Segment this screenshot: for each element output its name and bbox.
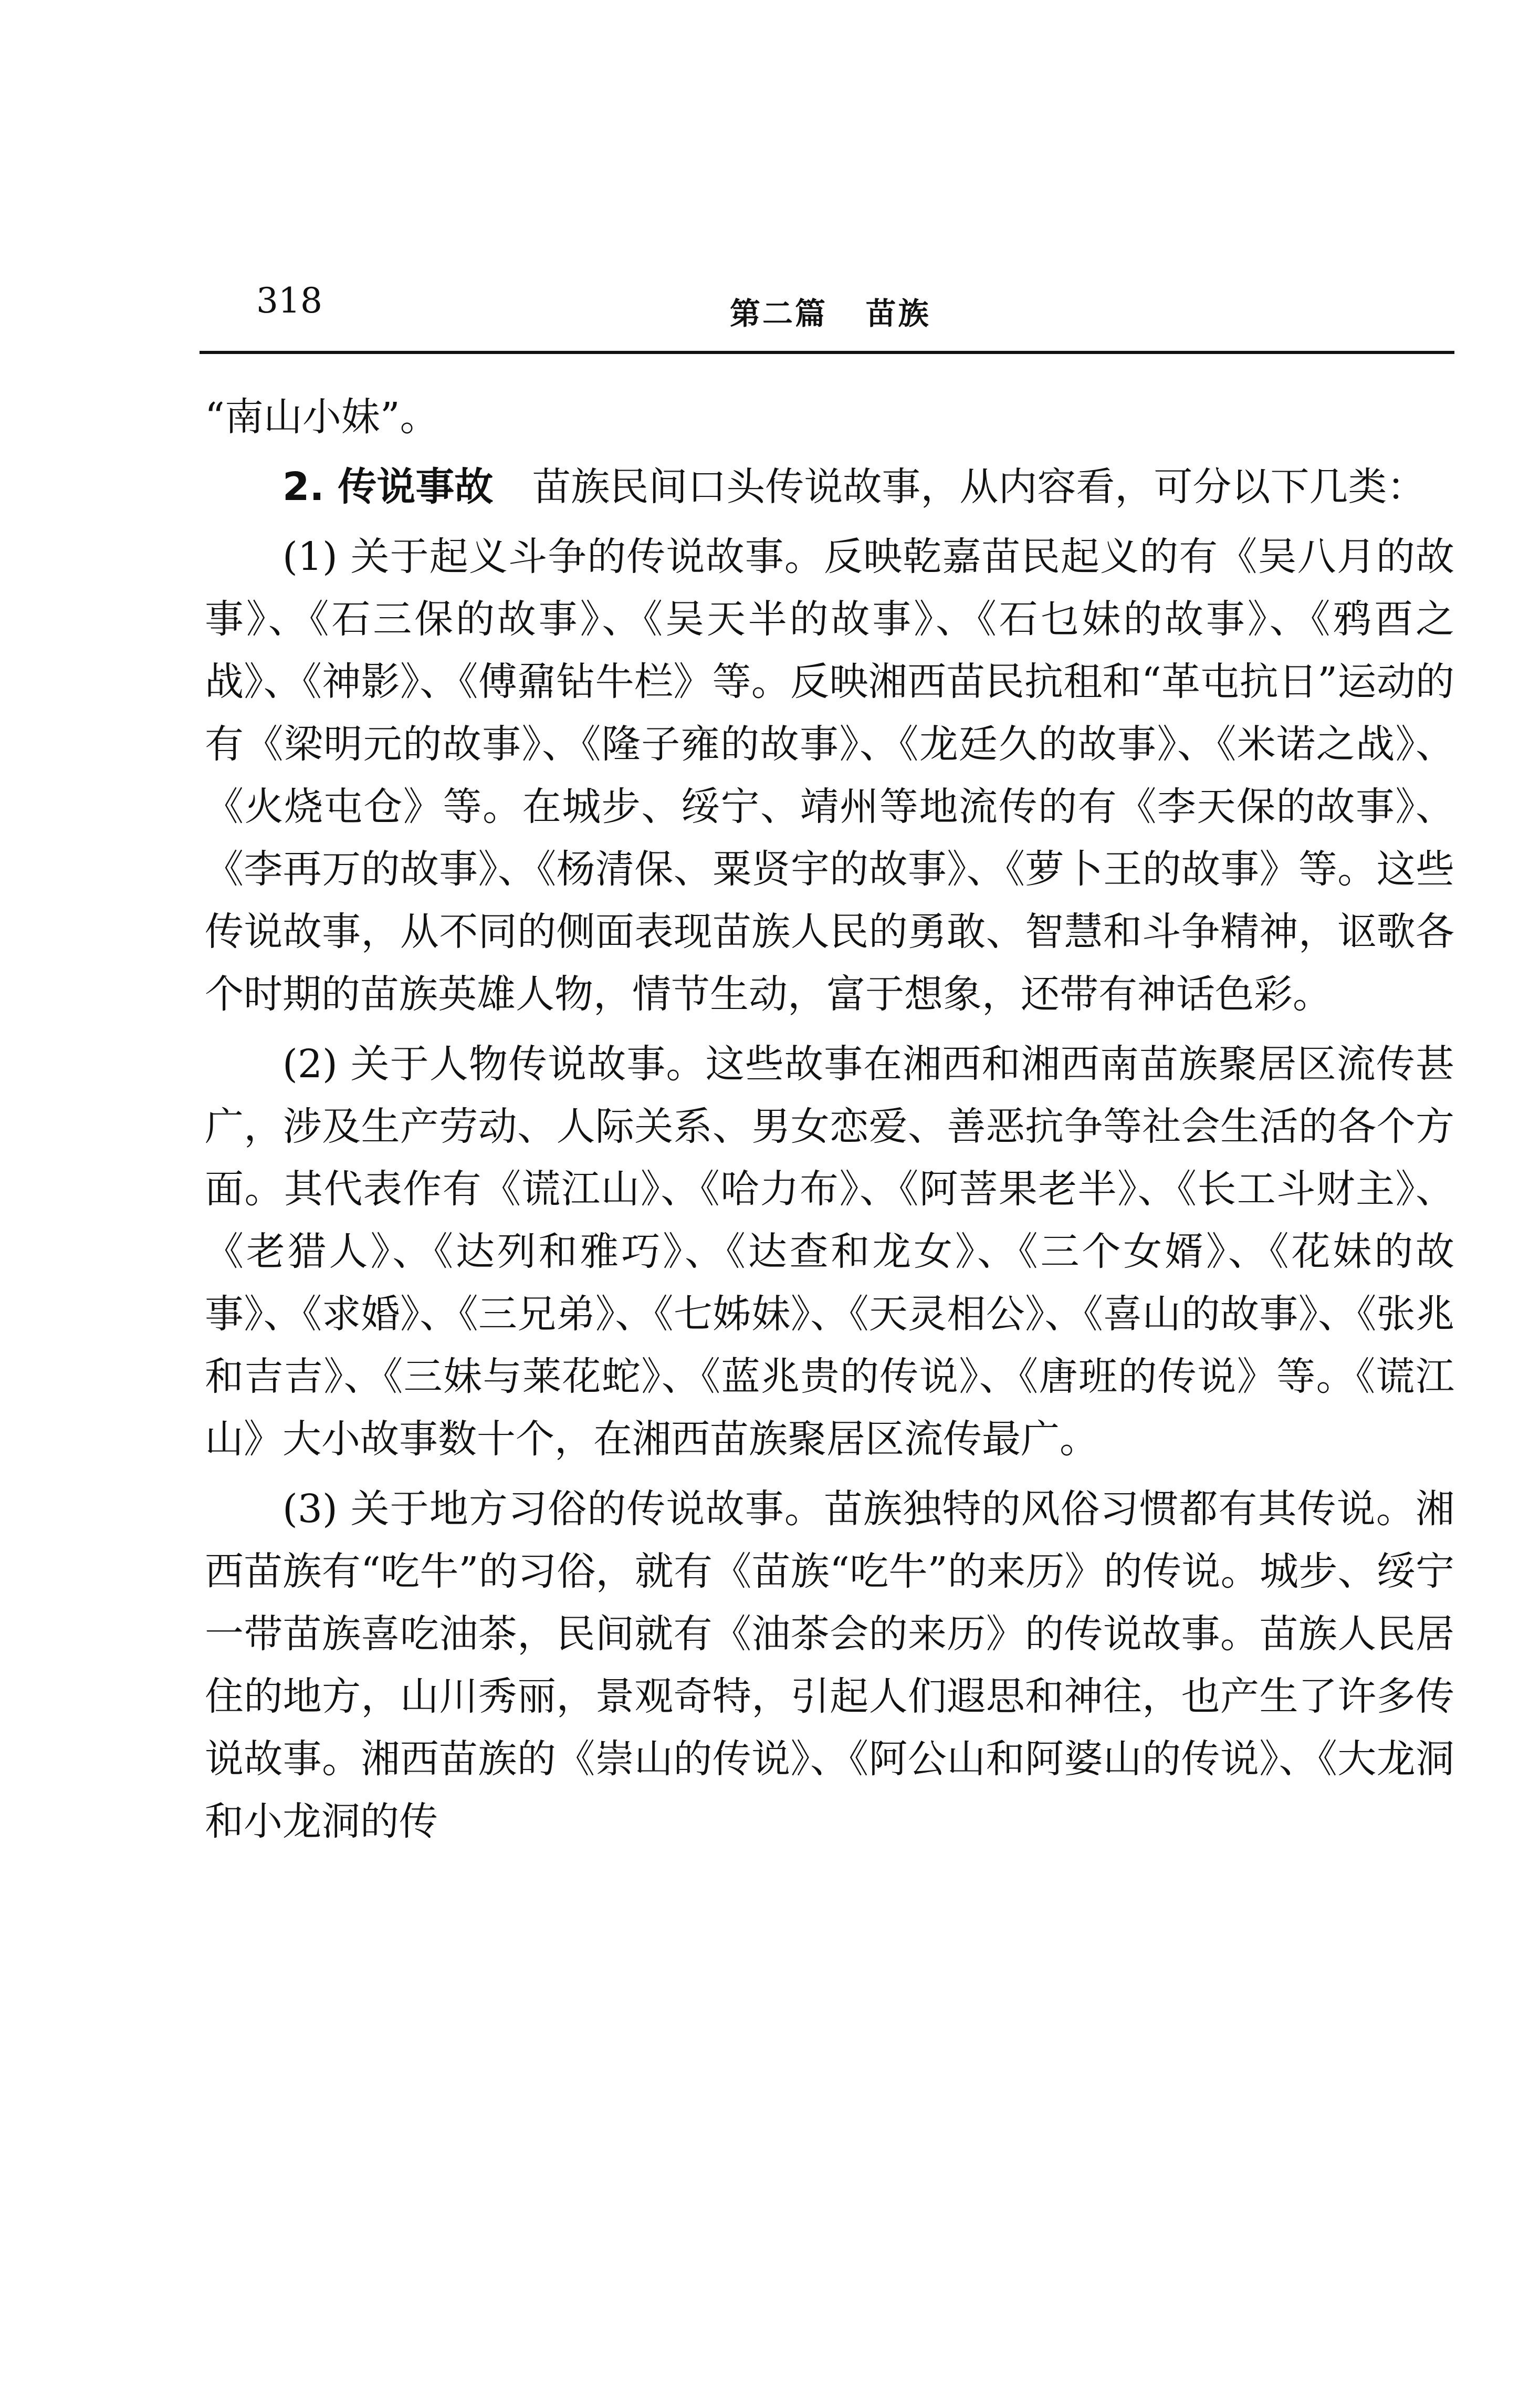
paragraph-section-2 <box>205 456 1454 518</box>
section-intro: 苗族民间口头传说故事，从内容看，可分以下几类： <box>532 464 1426 509</box>
paragraph-character-stories: (2) 关于人物传说故事。这些故事在湘西和湘西南苗族聚居区流传甚广，涉及生产劳动、人际关系、男女恋爱、善恶抗争等社会生活的各个方面。其代表作有《谎江山》、《哈力布》、《阿菩果老半》、《长工斗财主》、《老猎人》、《达列和雅巧》、《达查和龙女》、《三个女婿》、《花妹的故事》、《求婚》、《三兄弟》、《七姊妹》、《天灵相公》、《喜山的故事》、《张兆和吉吉》、《三妹与莱花蛇》、《蓝兆贵的传说》、《唐班的传说》等。《谎江山》大小故事数十个，在湘西苗族聚居区流传最广。 <box>205 1042 1454 1462</box>
section-heading: 2. 传说事故 <box>282 464 494 509</box>
body-text <box>205 386 1454 1860</box>
header-rule <box>200 351 1454 354</box>
paragraph-uprising-stories: (1) 关于起义斗争的传说故事。反映乾嘉苗民起义的有《吴八月的故事》、《石三保的故事》、《吴天半的故事》、《石乜妹的故事》、《鸦酉之战》、《神影》、《傅鼐钻牛栏》等。反映湘西苗民抗租和“革屯抗日”运动的有《梁明元的故事》、《隆子雍的故事》、《龙廷久的故事》、《米诺之战》、《火烧屯仓》等。在城步、绥宁、靖州等地流传的有《李天保的故事》、《李再万的故事》、《杨清保、粟贤宇的故事》、《萝卜王的故事》等。这些传说故事，从不同的侧面表现苗族人民的勇敢、智慧和斗争精神，讴歌各个时期的苗族英雄人物，情节生动，富于想象，还带有神话色彩。 <box>205 534 1454 1017</box>
page-header <box>200 273 1454 331</box>
running-title: 第二篇 苗族 <box>730 296 931 331</box>
paragraph-custom-stories: (3) 关于地方习俗的传说故事。苗族独特的风俗习惯都有其传说。湘西苗族有“吃牛”的习俗，就有《苗族“吃牛”的来历》的传说。城步、绥宁一带苗族喜吃油茶，民间就有《油茶会的来历》的传说故事。苗族人民居住的地方，山川秀丽，景观奇特，引起人们遐思和神往，也产生了许多传说故事。湘西苗族的《崇山的传说》、《阿公山和阿婆山的传说》、《大龙洞和小龙洞的传 <box>205 1486 1454 1844</box>
page-number: 318 <box>256 280 322 321</box>
paragraph-continuation: “南山小妹”。 <box>205 394 439 440</box>
